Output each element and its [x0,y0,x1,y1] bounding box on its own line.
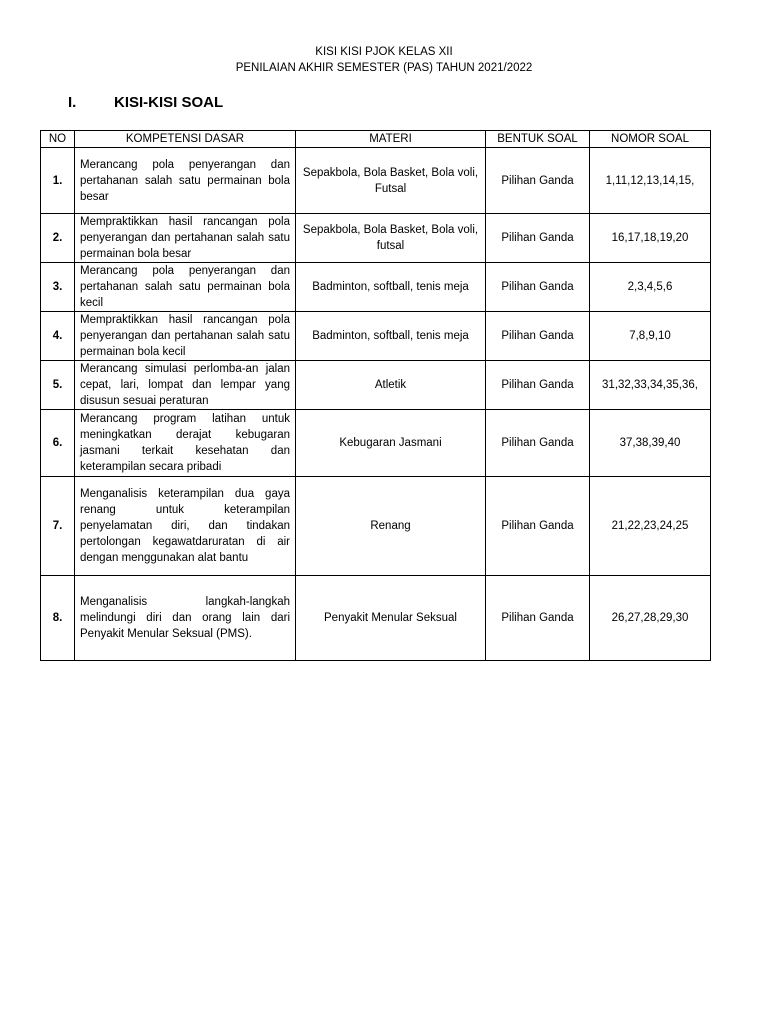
row-nomor-soal: 21,22,23,24,25 [590,477,711,576]
row-kompetensi: Mempraktikkan hasil rancangan pola penyerangan dan pertahanan salah satu permainan bola kecil [75,312,296,361]
row-nomor-soal: 2,3,4,5,6 [590,263,711,312]
column-header-materi: MATERI [296,131,486,148]
document-title-line2: PENILAIAN AKHIR SEMESTER (PAS) TAHUN 2021/2022 [235,62,533,74]
section-number: I. [68,94,77,111]
row-materi: Sepakbola, Bola Basket, Bola voli, Futsal [296,148,486,214]
row-nomor-soal: 7,8,9,10 [590,312,711,361]
table-row [41,576,711,661]
row-number: 4. [41,312,75,361]
row-number: 1. [41,148,75,214]
row-number: 3. [41,263,75,312]
row-nomor-soal: 1,11,12,13,14,15, [590,148,711,214]
row-bentuk-soal: Pilihan Ganda [486,263,590,312]
row-kompetensi: Merancang pola penyerangan dan pertahanan salah satu permainan bola kecil [75,263,296,312]
table-row [41,214,711,263]
row-materi: Penyakit Menular Seksual [296,576,486,661]
row-number: 2. [41,214,75,263]
column-header-nomor: NOMOR SOAL [590,131,711,148]
row-materi: Renang [296,477,486,576]
section-heading [68,94,223,111]
row-number: 7. [41,477,75,576]
document-header [0,44,768,76]
section-title: KISI-KISI SOAL [114,94,224,111]
row-bentuk-soal: Pilihan Ganda [486,214,590,263]
table-row [41,361,711,410]
column-header-kompetensi: KOMPETENSI DASAR [75,131,296,148]
row-bentuk-soal: Pilihan Ganda [486,361,590,410]
row-kompetensi: Menganalisis langkah-langkah melindungi diri dan orang lain dari Penyakit Menular Seksual (PMS). [75,576,296,661]
row-nomor-soal: 37,38,39,40 [590,410,711,477]
document-title-line1: KISI KISI PJOK KELAS XII [315,46,453,58]
table-row [41,312,711,361]
kisi-kisi-table [40,130,711,661]
row-materi: Atletik [296,361,486,410]
row-kompetensi: Merancang pola penyerangan dan pertahanan salah satu permainan bola besar [75,148,296,214]
row-bentuk-soal: Pilihan Ganda [486,477,590,576]
table-header-row [41,131,711,148]
table-row [41,148,711,214]
row-kompetensi: Merancang simulasi perlomba-an jalan cepat, lari, lompat dan lempar yang disusun sesuai peraturan [75,361,296,410]
row-materi: Sepakbola, Bola Basket, Bola voli, futsal [296,214,486,263]
row-nomor-soal: 26,27,28,29,30 [590,576,711,661]
table-row [41,477,711,576]
row-bentuk-soal: Pilihan Ganda [486,312,590,361]
row-materi: Kebugaran Jasmani [296,410,486,477]
row-bentuk-soal: Pilihan Ganda [486,410,590,477]
table-row [41,263,711,312]
row-number: 8. [41,576,75,661]
row-nomor-soal: 16,17,18,19,20 [590,214,711,263]
table-row [41,410,711,477]
row-bentuk-soal: Pilihan Ganda [486,576,590,661]
row-number: 5. [41,361,75,410]
row-number: 6. [41,410,75,477]
column-header-no: NO [41,131,75,148]
row-kompetensi: Mempraktikkan hasil rancangan pola penyerangan dan pertahanan salah satu permainan bola besar [75,214,296,263]
row-materi: Badminton, softball, tenis meja [296,312,486,361]
row-bentuk-soal: Pilihan Ganda [486,148,590,214]
row-kompetensi: Merancang program latihan untuk meningkatkan derajat kebugaran jasmani terkait kesehatan dan keterampilan secara pribadi [75,410,296,477]
row-materi: Badminton, softball, tenis meja [296,263,486,312]
column-header-bentuk: BENTUK SOAL [486,131,590,148]
row-nomor-soal: 31,32,33,34,35,36, [590,361,711,410]
row-kompetensi: Menganalisis keterampilan dua gaya renang untuk keterampilan penyelamatan diri, dan tindakan pertolongan kegawatdaruratan di air dengan menggunakan alat bantu [75,477,296,576]
